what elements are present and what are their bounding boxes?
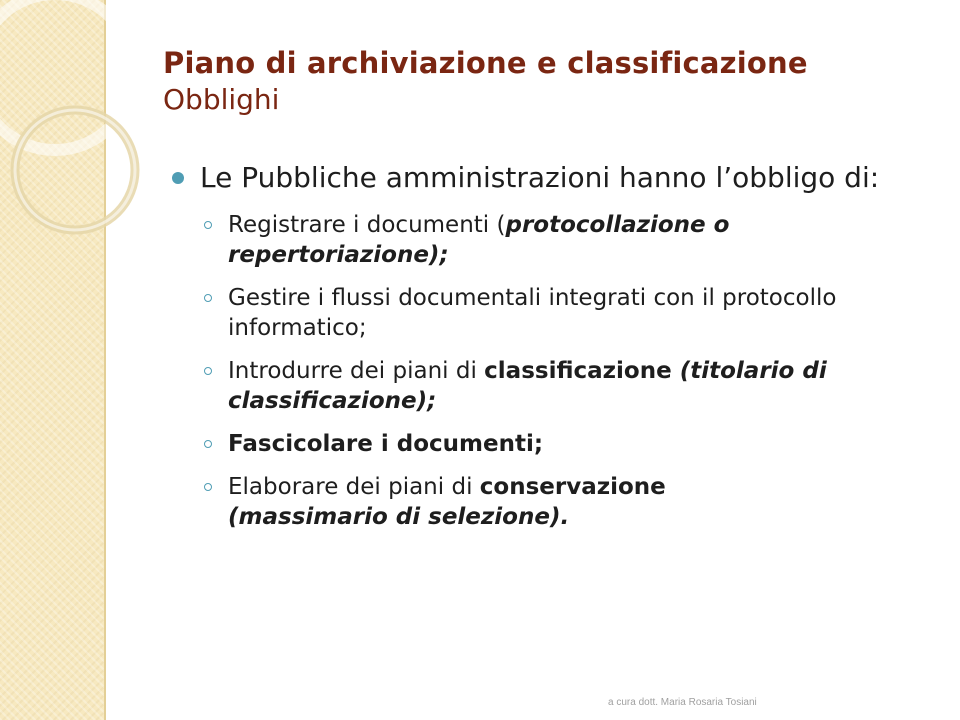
list-item-bold: conservazione (479, 474, 666, 500)
slide-title (163, 44, 933, 118)
list-item-bold: classificazione (484, 358, 672, 384)
bullet-ring-icon (204, 221, 212, 229)
bullet-ring-icon (204, 294, 212, 302)
bullet-ring-icon (204, 440, 212, 448)
list-item-emphasis: (massimario di selezione). (228, 504, 570, 530)
main-bullet (172, 160, 932, 196)
bullet-dot-icon (172, 172, 184, 184)
slide-subtitle: Obblighi (163, 83, 280, 116)
list-item-text: Gestire i flussi documentali integrati con il protocollo informatico; (228, 285, 837, 341)
bullet-ring-icon (204, 367, 212, 375)
slide-title-main: Piano di archiviazione e classificazione (163, 46, 808, 80)
slide-footer: a cura dott. Maria Rosaria Tosiani (608, 697, 757, 708)
list-item (202, 283, 932, 343)
obligations-list (172, 210, 932, 532)
list-item-text: Introdurre dei piani di (228, 358, 485, 384)
main-bullet-text: Le Pubbliche amministrazioni hanno l’obbligo di: (200, 161, 880, 194)
bullet-ring-icon (204, 483, 212, 491)
list-item-text: Registrare i documenti ( (228, 212, 506, 238)
list-item-text: Elaborare dei piani di (228, 474, 480, 500)
list-item (202, 429, 932, 459)
slide-content (172, 160, 932, 545)
list-item-emphasis: protocollazione o repertoriazione); (228, 212, 730, 268)
list-item (202, 472, 932, 532)
list-item (202, 356, 932, 416)
list-item-emphasis: (titolario di classificazione); (228, 358, 827, 414)
list-item-bold: Fascicolare i documenti; (228, 431, 544, 457)
list-item (202, 210, 932, 270)
